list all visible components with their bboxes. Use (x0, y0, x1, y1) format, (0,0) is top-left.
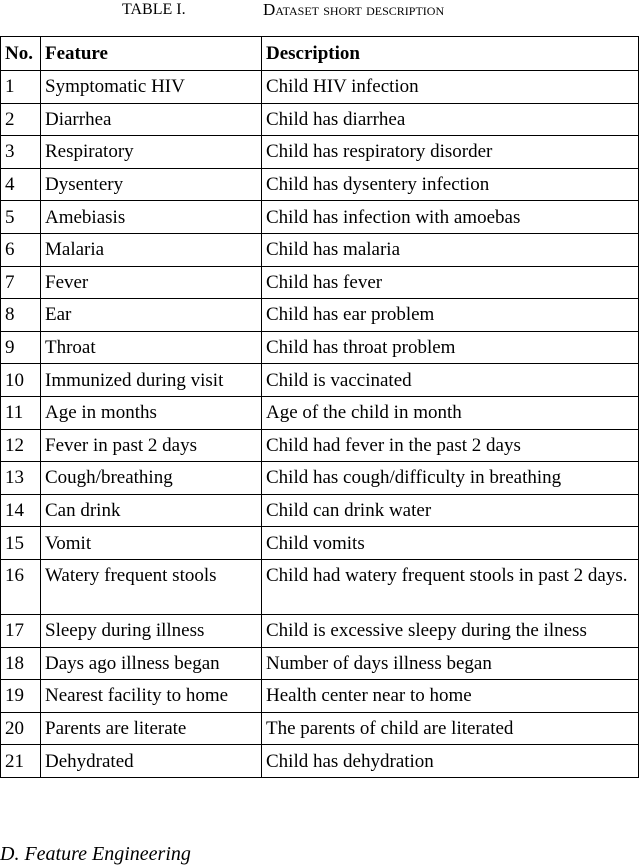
cell-no: 2 (1, 103, 41, 136)
cell-no: 18 (1, 647, 41, 680)
cell-feature: Age in months (41, 396, 262, 429)
cell-no: 13 (1, 462, 41, 495)
cell-no: 5 (1, 201, 41, 234)
cell-description: Child has respiratory disorder (262, 136, 639, 169)
cell-no: 3 (1, 136, 41, 169)
cell-feature: Ear (41, 299, 262, 332)
table-row (1, 745, 639, 778)
cell-feature: Immunized during visit (41, 364, 262, 397)
cell-description: Child had fever in the past 2 days (262, 429, 639, 462)
cell-no: 10 (1, 364, 41, 397)
cell-no: 20 (1, 712, 41, 745)
table-row (1, 168, 639, 201)
table-row (1, 364, 639, 397)
cell-description: Child has ear problem (262, 299, 639, 332)
table-row (1, 614, 639, 647)
cell-no: 8 (1, 299, 41, 332)
table-row (1, 429, 639, 462)
cell-no: 15 (1, 527, 41, 560)
table-title: Dataset short description (263, 0, 445, 19)
table-row (1, 462, 639, 495)
section-heading: D. Feature Engineering (0, 843, 191, 865)
table-row (1, 103, 639, 136)
cell-description: Number of days illness began (262, 647, 639, 680)
cell-description: Health center near to home (262, 680, 639, 713)
cell-no: 14 (1, 494, 41, 527)
table-row (1, 559, 639, 614)
table-row (1, 396, 639, 429)
table-row (1, 647, 639, 680)
cell-description: Child has diarrhea (262, 103, 639, 136)
table-header-row (1, 37, 639, 71)
table-row (1, 712, 639, 745)
table-row (1, 71, 639, 104)
cell-feature: Can drink (41, 494, 262, 527)
cell-feature: Malaria (41, 233, 262, 266)
cell-description: Child had watery frequent stools in past 2 days. (262, 559, 639, 614)
cell-description: Child is excessive sleepy during the ilness (262, 614, 639, 647)
cell-no: 17 (1, 614, 41, 647)
table-row (1, 299, 639, 332)
cell-description: Child has cough/difficulty in breathing (262, 462, 639, 495)
cell-no: 16 (1, 559, 41, 614)
cell-feature: Cough/breathing (41, 462, 262, 495)
cell-no: 7 (1, 266, 41, 299)
cell-no: 4 (1, 168, 41, 201)
cell-description: Age of the child in month (262, 396, 639, 429)
cell-description: Child has dehydration (262, 745, 639, 778)
cell-no: 21 (1, 745, 41, 778)
table-row (1, 494, 639, 527)
cell-no: 12 (1, 429, 41, 462)
table-label: TABLE I. (122, 1, 186, 18)
cell-feature: Fever (41, 266, 262, 299)
cell-description: Child can drink water (262, 494, 639, 527)
cell-feature: Dysentery (41, 168, 262, 201)
cell-description: Child has throat problem (262, 331, 639, 364)
cell-description: Child vomits (262, 527, 639, 560)
header-feature: Feature (41, 37, 262, 71)
cell-feature: Days ago illness began (41, 647, 262, 680)
table-row (1, 233, 639, 266)
header-no: No. (1, 37, 41, 71)
table-row (1, 680, 639, 713)
dataset-table (0, 36, 639, 778)
cell-description: Child has infection with amoebas (262, 201, 639, 234)
cell-description: Child has dysentery infection (262, 168, 639, 201)
cell-feature: Amebiasis (41, 201, 262, 234)
table-row (1, 331, 639, 364)
cell-no: 6 (1, 233, 41, 266)
cell-description: Child has malaria (262, 233, 639, 266)
table-row (1, 266, 639, 299)
cell-no: 11 (1, 396, 41, 429)
cell-no: 19 (1, 680, 41, 713)
cell-feature: Sleepy during illness (41, 614, 262, 647)
table-row (1, 136, 639, 169)
cell-feature: Dehydrated (41, 745, 262, 778)
cell-feature: Symptomatic HIV (41, 71, 262, 104)
cell-feature: Parents are literate (41, 712, 262, 745)
cell-description: Child HIV infection (262, 71, 639, 104)
table-caption (0, 0, 640, 22)
table-row (1, 201, 639, 234)
cell-description: Child is vaccinated (262, 364, 639, 397)
table-row (1, 527, 639, 560)
cell-feature: Throat (41, 331, 262, 364)
cell-description: The parents of child are literated (262, 712, 639, 745)
cell-feature: Fever in past 2 days (41, 429, 262, 462)
header-description: Description (262, 37, 639, 71)
cell-feature: Diarrhea (41, 103, 262, 136)
cell-feature: Respiratory (41, 136, 262, 169)
cell-description: Child has fever (262, 266, 639, 299)
cell-feature: Nearest facility to home (41, 680, 262, 713)
cell-feature: Vomit (41, 527, 262, 560)
cell-no: 1 (1, 71, 41, 104)
cell-feature: Watery frequent stools (41, 559, 262, 614)
cell-no: 9 (1, 331, 41, 364)
